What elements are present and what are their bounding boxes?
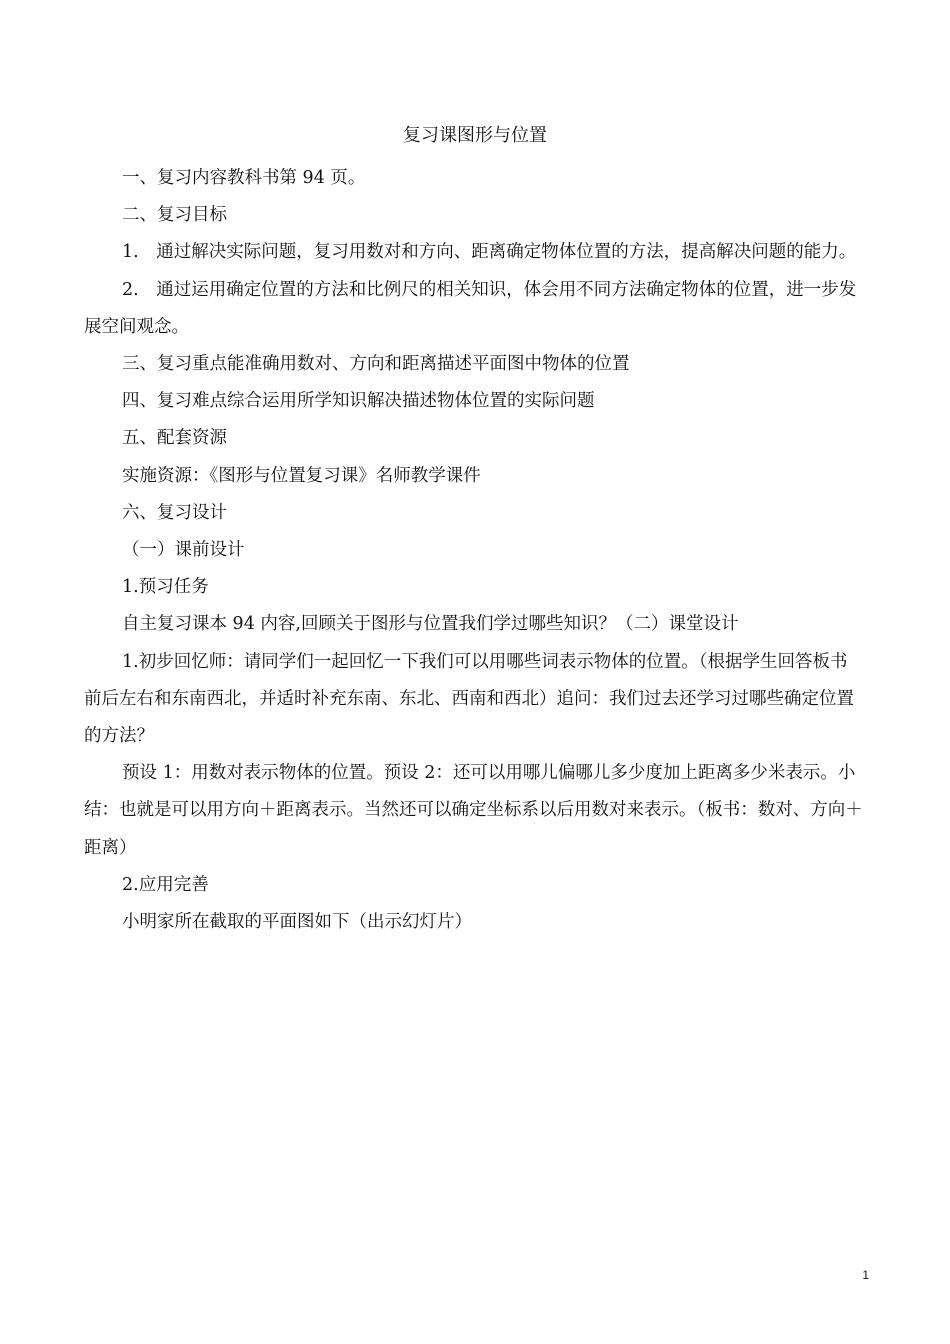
heading-resources: 五、配套资源 (122, 428, 227, 449)
paragraph-floor-plan: 小明家所在截取的平面图如下（出示幻灯片） (122, 912, 472, 933)
paragraph-goal-2: 2. 通过运用确定位置的方法和比例尺的相关知识，体会用不同方法确定物体的位置，进一步发展空间观念。 (84, 279, 857, 337)
heading-application: 2.应用完善 (122, 874, 209, 895)
paragraph-resources: 实施资源：《图形与位置复习课》名师教学课件 (122, 465, 481, 486)
paragraph-goal-1: 1. 通过解决实际问题，复习用数对和方向、距离确定物体位置的方法，提高解决问题的能力。 (122, 242, 857, 263)
heading-review-goals: 二、复习目标 (122, 205, 227, 226)
paragraph-initial-recall: 1.初步回忆师：请同学们一起回忆一下我们可以用哪些词表示物体的位置。（根据学生回答板书前后左右和东南西北，并适时补充东南、东北、西南和西北）追问：我们过去还学习过哪些确定位置的方法？ (84, 651, 854, 747)
page-number: 1 (862, 1268, 869, 1282)
paragraph-review-focus: 三、复习重点能准确用数对、方向和距离描述平面图中物体的位置 (122, 354, 630, 375)
paragraph-presets-summary: 预设 1：用数对表示物体的位置。预设 2：还可以用哪儿偏哪儿多少度加上距离多少米表示。小结：也就是可以用方向＋距离表示。当然还可以确定坐标系以后用数对来表示。（板书：数对、方向＋距离） (84, 763, 863, 858)
heading-pre-class-design: （一）课前设计 (122, 540, 245, 561)
heading-review-design: 六、复习设计 (122, 502, 227, 523)
paragraph-review-content: 一、复习内容教科书第 94 页。 (122, 168, 366, 188)
document-body (84, 160, 864, 941)
paragraph-review-difficulty: 四、复习难点综合运用所学知识解决描述物体位置的实际问题 (122, 391, 595, 412)
paragraph-self-review: 自主复习课本 94 内容,回顾关于图形与位置我们学过哪些知识？（二）课堂设计 (122, 614, 739, 635)
page-title: 复习课图形与位置 (403, 125, 547, 146)
heading-preview-task: 1.预习任务 (122, 577, 209, 598)
